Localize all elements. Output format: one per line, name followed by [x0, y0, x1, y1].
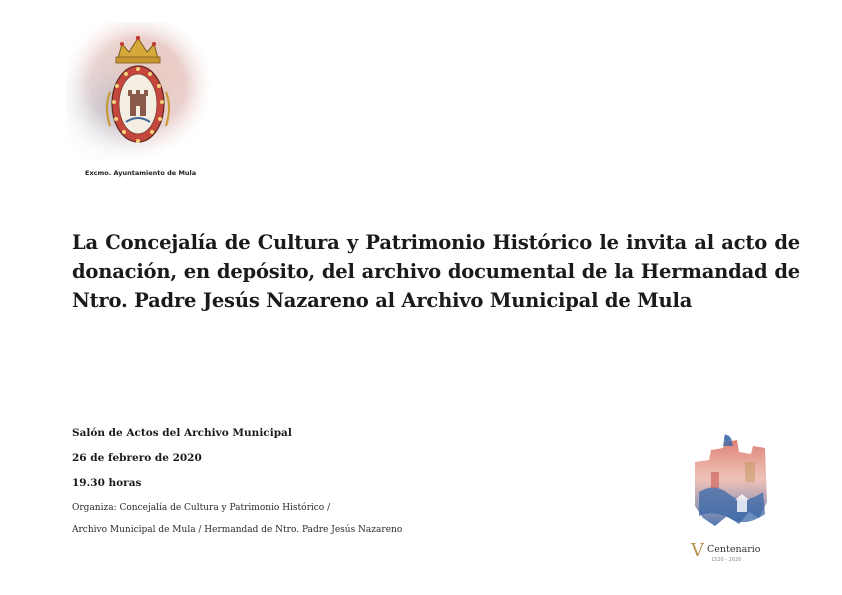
organization-name: Excmo. Ayuntamiento de Mula — [85, 169, 197, 177]
centenario-numeral: V — [691, 540, 704, 561]
centenario-logo — [685, 432, 780, 568]
event-venue: Salón de Actos del Archivo Municipal — [72, 427, 292, 439]
invitation-text: La Concejalía de Cultura y Patrimonio Histórico le invita al acto de donación, en depósito, del archivo documental de la Hermandad de Ntro. Padre Jesús Nazareno al Archivo Municipal de Mula — [72, 231, 800, 312]
centenario-label: Centenario — [707, 544, 761, 555]
event-date: 26 de febrero de 2020 — [72, 452, 202, 464]
organizers-line: Archivo Municipal de Mula / Hermandad de Ntro. Padre Jesús Nazareno — [72, 525, 403, 535]
organizers-line: Organiza: Concejalía de Cultura y Patrimonio Histórico / — [72, 503, 331, 513]
centenario-years: 1520 - 2020 — [711, 557, 742, 563]
coat-of-arms-icon — [66, 22, 210, 162]
event-details — [72, 426, 492, 545]
event-time: 19.30 horas — [72, 477, 142, 489]
